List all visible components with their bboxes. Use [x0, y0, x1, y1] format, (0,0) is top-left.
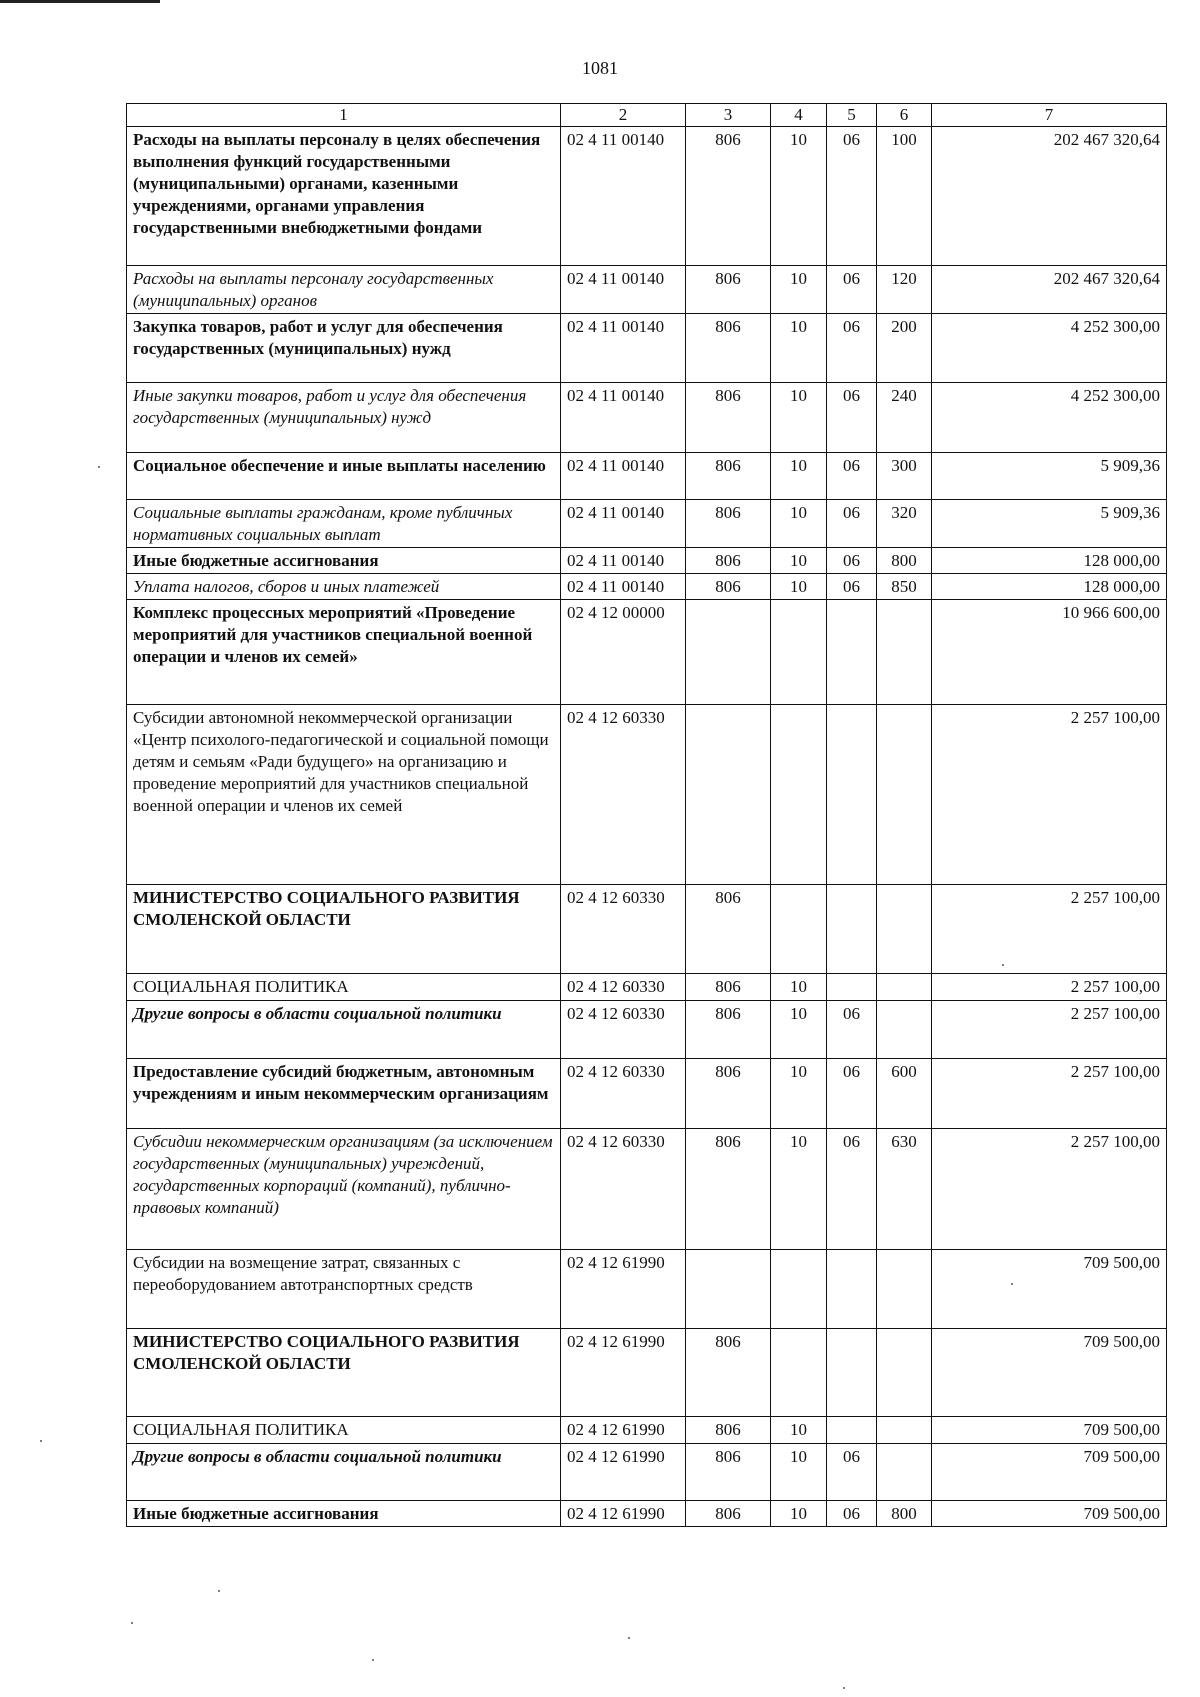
amount: 10 966 600,00	[932, 600, 1167, 705]
row-name: Иные бюджетные ассигнования	[127, 548, 561, 574]
csr-code: 02 4 11 00140	[561, 127, 686, 266]
pr-code: 06	[827, 1501, 877, 1527]
pr-code: 06	[827, 548, 877, 574]
row-name: СОЦИАЛЬНАЯ ПОЛИТИКА	[127, 974, 561, 1001]
scan-speck	[218, 1590, 220, 1592]
csr-code: 02 4 12 60330	[561, 974, 686, 1001]
vr-code	[877, 885, 932, 974]
grbs-code: 806	[686, 1444, 771, 1501]
vr-code: 800	[877, 1501, 932, 1527]
vr-code: 600	[877, 1059, 932, 1129]
row-name: МИНИСТЕРСТВО СОЦИАЛЬНОГО РАЗВИТИЯ СМОЛЕНСКОЙ ОБЛАСТИ	[127, 885, 561, 974]
vr-code	[877, 1329, 932, 1417]
row-name: Субсидии автономной некоммерческой организации «Центр психолого-педагогической и социальной помощи детям и семьям «Ради будущего» на организацию и проведение мероприятий для участников специальной военной операции и членов их семей	[127, 705, 561, 885]
rz-code	[771, 600, 827, 705]
pr-code: 06	[827, 314, 877, 383]
table-row	[127, 885, 1167, 974]
vr-code: 850	[877, 574, 932, 600]
vr-code: 800	[877, 548, 932, 574]
table-row	[127, 1250, 1167, 1329]
vr-code	[877, 1417, 932, 1444]
csr-code: 02 4 12 00000	[561, 600, 686, 705]
vr-code	[877, 1444, 932, 1501]
header-cell: 5	[827, 104, 877, 127]
csr-code: 02 4 11 00140	[561, 574, 686, 600]
grbs-code: 806	[686, 1001, 771, 1059]
page-number: 1081	[582, 58, 618, 78]
vr-code	[877, 1250, 932, 1329]
pr-code	[827, 1250, 877, 1329]
row-name: Субсидии некоммерческим организациям (за исключением государственных (муниципальных) учреждений, государственных корпораций (компаний), публично-правовых компаний)	[127, 1129, 561, 1250]
grbs-code	[686, 705, 771, 885]
grbs-code: 806	[686, 1129, 771, 1250]
rz-code: 10	[771, 1001, 827, 1059]
row-name: Расходы на выплаты персоналу государственных (муниципальных) органов	[127, 266, 561, 314]
pr-code: 06	[827, 500, 877, 548]
scan-speck	[1002, 964, 1004, 966]
grbs-code: 806	[686, 548, 771, 574]
amount: 2 257 100,00	[932, 1129, 1167, 1250]
csr-code: 02 4 11 00140	[561, 266, 686, 314]
table-row	[127, 127, 1167, 266]
header-cell: 7	[932, 104, 1167, 127]
header-cell: 4	[771, 104, 827, 127]
csr-code: 02 4 12 60330	[561, 1001, 686, 1059]
rz-code: 10	[771, 266, 827, 314]
vr-code: 240	[877, 383, 932, 453]
table-row	[127, 1329, 1167, 1417]
table-row	[127, 600, 1167, 705]
csr-code: 02 4 12 60330	[561, 885, 686, 974]
rz-code: 10	[771, 1417, 827, 1444]
csr-code: 02 4 11 00140	[561, 500, 686, 548]
row-name: Социальное обеспечение и иные выплаты населению	[127, 453, 561, 500]
grbs-code: 806	[686, 974, 771, 1001]
pr-code	[827, 974, 877, 1001]
csr-code: 02 4 11 00140	[561, 314, 686, 383]
table-row	[127, 1129, 1167, 1250]
pr-code: 06	[827, 127, 877, 266]
rz-code: 10	[771, 974, 827, 1001]
grbs-code: 806	[686, 574, 771, 600]
rz-code: 10	[771, 1501, 827, 1527]
table-row	[127, 266, 1167, 314]
pr-code: 06	[827, 266, 877, 314]
csr-code: 02 4 12 60330	[561, 705, 686, 885]
row-name: Расходы на выплаты персоналу в целях обеспечения выполнения функций государственными (муниципальными) органами, казенными учреждениями, органами управления государственными внебюджетными фондами	[127, 127, 561, 266]
rz-code: 10	[771, 1444, 827, 1501]
pr-code: 06	[827, 574, 877, 600]
csr-code: 02 4 12 61990	[561, 1501, 686, 1527]
row-name: Комплекс процессных мероприятий «Проведение мероприятий для участников специальной военной операции и членов их семей»	[127, 600, 561, 705]
amount: 5 909,36	[932, 453, 1167, 500]
table-row	[127, 548, 1167, 574]
table-row	[127, 453, 1167, 500]
table-row	[127, 974, 1167, 1001]
budget-table	[126, 103, 1167, 1527]
grbs-code: 806	[686, 1059, 771, 1129]
table-row	[127, 383, 1167, 453]
scan-speck	[1011, 1283, 1013, 1285]
grbs-code: 806	[686, 383, 771, 453]
row-name: СОЦИАЛЬНАЯ ПОЛИТИКА	[127, 1417, 561, 1444]
rz-code: 10	[771, 1059, 827, 1129]
vr-code: 120	[877, 266, 932, 314]
vr-code: 100	[877, 127, 932, 266]
rz-code: 10	[771, 314, 827, 383]
rz-code	[771, 1250, 827, 1329]
grbs-code: 806	[686, 314, 771, 383]
csr-code: 02 4 12 61990	[561, 1250, 686, 1329]
vr-code	[877, 600, 932, 705]
amount: 709 500,00	[932, 1250, 1167, 1329]
row-name: Другие вопросы в области социальной политики	[127, 1001, 561, 1059]
table-row	[127, 1001, 1167, 1059]
rz-code	[771, 705, 827, 885]
pr-code	[827, 600, 877, 705]
pr-code: 06	[827, 1444, 877, 1501]
csr-code: 02 4 11 00140	[561, 548, 686, 574]
pr-code	[827, 885, 877, 974]
amount: 709 500,00	[932, 1501, 1167, 1527]
amount: 4 252 300,00	[932, 314, 1167, 383]
amount: 2 257 100,00	[932, 1001, 1167, 1059]
row-name: Уплата налогов, сборов и иных платежей	[127, 574, 561, 600]
header-cell: 6	[877, 104, 932, 127]
grbs-code: 806	[686, 127, 771, 266]
vr-code	[877, 1001, 932, 1059]
rz-code	[771, 1329, 827, 1417]
amount: 202 467 320,64	[932, 127, 1167, 266]
table-row	[127, 574, 1167, 600]
grbs-code: 806	[686, 885, 771, 974]
amount: 4 252 300,00	[932, 383, 1167, 453]
pr-code: 06	[827, 383, 877, 453]
rz-code	[771, 885, 827, 974]
csr-code: 02 4 12 61990	[561, 1329, 686, 1417]
scan-speck	[843, 1687, 845, 1689]
table-row	[127, 500, 1167, 548]
csr-code: 02 4 11 00140	[561, 383, 686, 453]
amount: 709 500,00	[932, 1329, 1167, 1417]
header-cell: 2	[561, 104, 686, 127]
vr-code: 300	[877, 453, 932, 500]
row-name: Другие вопросы в области социальной политики	[127, 1444, 561, 1501]
pr-code: 06	[827, 1129, 877, 1250]
amount: 709 500,00	[932, 1417, 1167, 1444]
vr-code: 630	[877, 1129, 932, 1250]
table-row	[127, 1444, 1167, 1501]
header-cell: 3	[686, 104, 771, 127]
grbs-code: 806	[686, 1329, 771, 1417]
grbs-code: 806	[686, 266, 771, 314]
table-row	[127, 1059, 1167, 1129]
rz-code: 10	[771, 574, 827, 600]
amount: 5 909,36	[932, 500, 1167, 548]
rz-code: 10	[771, 383, 827, 453]
row-name: Иные бюджетные ассигнования	[127, 1501, 561, 1527]
row-name: Предоставление субсидий бюджетным, автономным учреждениям и иным некоммерческим организациям	[127, 1059, 561, 1129]
csr-code: 02 4 11 00140	[561, 453, 686, 500]
table-row	[127, 705, 1167, 885]
rz-code: 10	[771, 127, 827, 266]
pr-code: 06	[827, 1059, 877, 1129]
grbs-code: 806	[686, 500, 771, 548]
amount: 709 500,00	[932, 1444, 1167, 1501]
top-rule	[0, 0, 160, 3]
csr-code: 02 4 12 61990	[561, 1444, 686, 1501]
rz-code: 10	[771, 1129, 827, 1250]
header-cell: 1	[127, 104, 561, 127]
pr-code: 06	[827, 1001, 877, 1059]
scan-speck	[131, 1622, 133, 1624]
amount: 2 257 100,00	[932, 1059, 1167, 1129]
csr-code: 02 4 12 60330	[561, 1129, 686, 1250]
vr-code	[877, 974, 932, 1001]
amount: 2 257 100,00	[932, 885, 1167, 974]
pr-code	[827, 1417, 877, 1444]
amount: 202 467 320,64	[932, 266, 1167, 314]
table-row	[127, 1417, 1167, 1444]
grbs-code: 806	[686, 453, 771, 500]
amount: 128 000,00	[932, 574, 1167, 600]
pr-code	[827, 1329, 877, 1417]
rz-code: 10	[771, 500, 827, 548]
scan-speck	[40, 1440, 42, 1442]
scan-speck	[628, 1637, 630, 1639]
vr-code: 200	[877, 314, 932, 383]
scan-speck	[98, 466, 100, 468]
grbs-code: 806	[686, 1417, 771, 1444]
pr-code	[827, 705, 877, 885]
row-name: МИНИСТЕРСТВО СОЦИАЛЬНОГО РАЗВИТИЯ СМОЛЕНСКОЙ ОБЛАСТИ	[127, 1329, 561, 1417]
grbs-code	[686, 600, 771, 705]
csr-code: 02 4 12 61990	[561, 1417, 686, 1444]
grbs-code	[686, 1250, 771, 1329]
row-name: Субсидии на возмещение затрат, связанных с переоборудованием автотранспортных средств	[127, 1250, 561, 1329]
vr-code: 320	[877, 500, 932, 548]
header-row	[127, 104, 1167, 127]
amount: 128 000,00	[932, 548, 1167, 574]
row-name: Закупка товаров, работ и услуг для обеспечения государственных (муниципальных) нужд	[127, 314, 561, 383]
table-row	[127, 314, 1167, 383]
rz-code: 10	[771, 548, 827, 574]
table-row	[127, 1501, 1167, 1527]
vr-code	[877, 705, 932, 885]
amount: 2 257 100,00	[932, 974, 1167, 1001]
rz-code: 10	[771, 453, 827, 500]
csr-code: 02 4 12 60330	[561, 1059, 686, 1129]
amount: 2 257 100,00	[932, 705, 1167, 885]
scan-speck	[372, 1659, 374, 1661]
grbs-code: 806	[686, 1501, 771, 1527]
row-name: Социальные выплаты гражданам, кроме публичных нормативных социальных выплат	[127, 500, 561, 548]
row-name: Иные закупки товаров, работ и услуг для обеспечения государственных (муниципальных) нужд	[127, 383, 561, 453]
pr-code: 06	[827, 453, 877, 500]
